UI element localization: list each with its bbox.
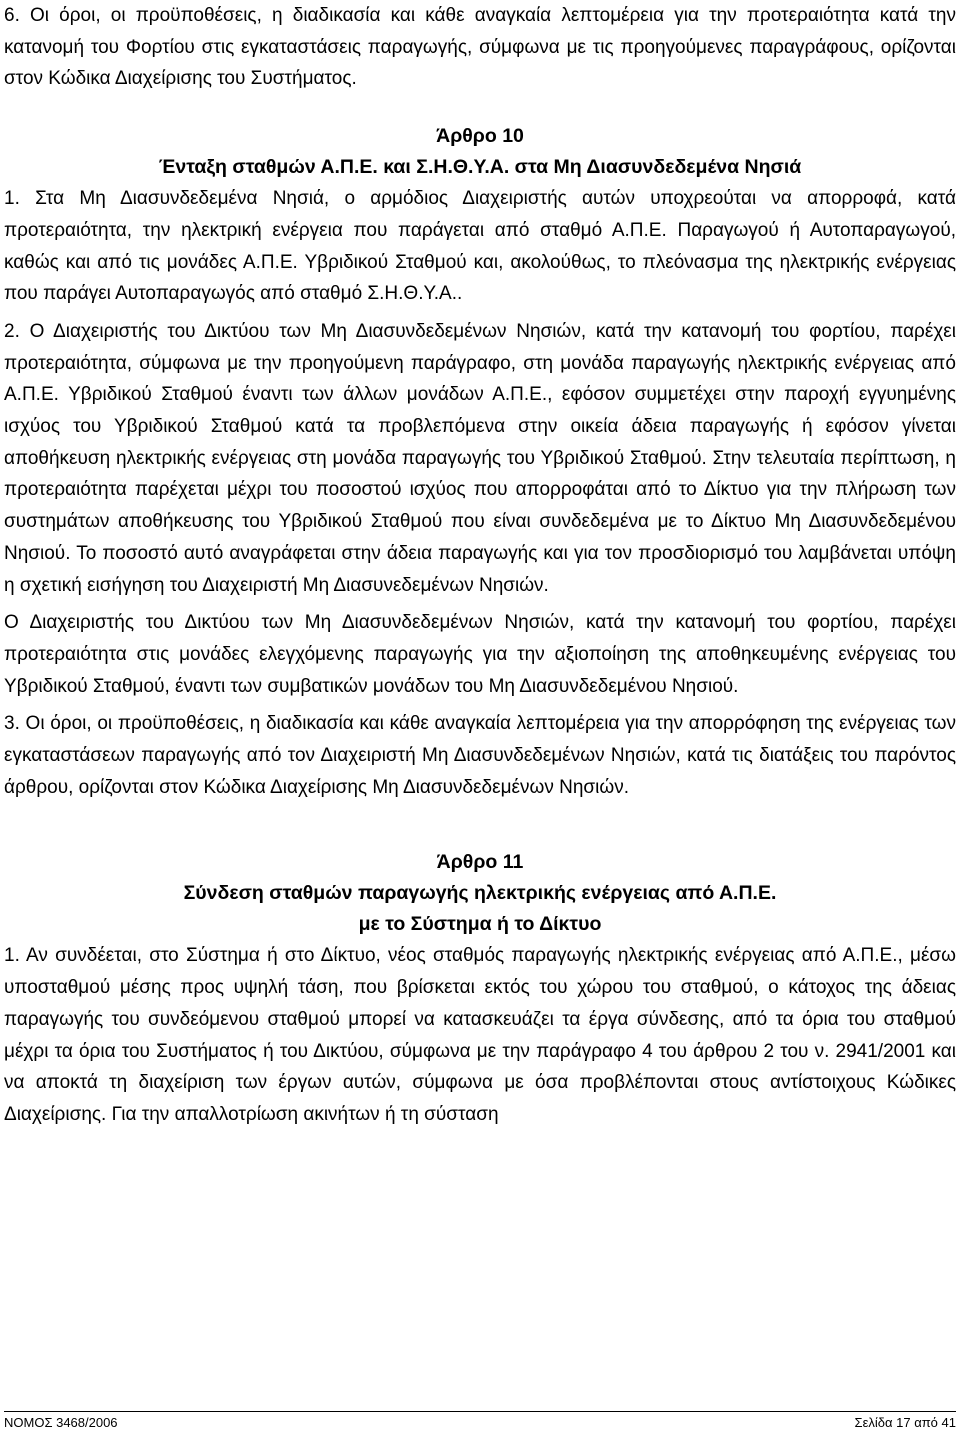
article-11-title-line-2: με το Σύστημα ή το Δίκτυο [358,913,602,936]
article-10-number: Άρθρο 10 [436,125,524,148]
article-10-paragraph-2: 2. Ο Διαχειριστής του Δικτύου των Μη Διασυνδεδεμένων Νησιών, κατά την κατανομή του φορτίου, παρέχει προτεραιότητα, σύμφωνα με την προηγούμενη παράγραφο, στη μονάδα παραγωγής ηλεκτρικής ενέργειας από Α.Π.Ε. Υβριδικού Σταθμού έναντι των άλλων μονάδων Α.Π.Ε., εφόσον συμμετέχει στην παροχή εγγυημένης ισχύος του Υβριδικού Σταθμού κατά τα προβλεπόμενα στην οικεία άδεια παραγωγής ή εφόσον γίνεται αποθήκευση ηλεκτρικής ενέργειας στη μονάδα παραγωγής του Υβριδικού Σταθμού. Στην τελευταία περίπτωση, η προτεραιότητα παρέχεται μέχρι του ποσοστού ισχύος που απορροφάται από το Δίκτυο για την πλήρωση των συστημάτων αποθήκευσης του Υβριδικού Σταθμού που είναι συνδεδεμένα με το Δίκτυο Μη Διασυνδεδεμένου Νησιού. Το ποσοστό αυτό αναγράφεται στην άδεια παραγωγής και για τον προσδιορισμό του λαμβάνεται υπόψη η σχετική εισήγηση του Διαχειριστή Μη Διασυνεδεμένων Νησιών. [4,320,956,596]
article-11 [4,847,956,1130]
article-11-title-line-1: Σύνδεση σταθμών παραγωγής ηλεκτρικής ενέργειας από Α.Π.Ε. [183,882,777,905]
article-10 [4,121,956,803]
article-10-paragraph-2b: Ο Διαχειριστής του Δικτύου των Μη Διασυνδεδεμένων Νησιών, κατά την κατανομή του φορτίου, παρέχει προτεραιότητα στις μονάδες ελεγχόμενης παραγωγής για την αξιοποίηση της αποθηκευμένης ενέργειας του Υβριδικού Σταθμού, έναντι των συμβατικών μονάδων του Μη Διασυνδεδεμένου Νησιού. [4,612,956,697]
document-page [4,0,956,1131]
page-footer [4,1411,956,1429]
article-10-paragraph-1: 1. Στα Μη Διασυνδεδεμένα Νησιά, ο αρμόδιος Διαχειριστής αυτών υποχρεούται να απορροφά, κατά προτεραιότητα, την ηλεκτρική ενέργεια που παράγεται από σταθμό Α.Π.Ε. Παραγωγού ή Αυτοπαραγωγού, καθώς και από τις μονάδες Α.Π.Ε. Υβριδικού Σταθμού και, ακολούθως, το πλεόνασμα της ηλεκτρικής ενέργειας που παράγει Αυτοπαραγωγός από σταθμό Σ.Η.Θ.Υ.Α.. [4,188,956,305]
article-11-paragraph-1: 1. Αν συνδέεται, στο Σύστημα ή στο Δίκτυο, νέος σταθμός παραγωγής ηλεκτρικής ενέργειας από Α.Π.Ε., μέσω υποσταθμού μέσης προς υψηλή τάση, που βρίσκεται εκτός του χώρου του σταθμού, ο κάτοχος της άδειας παραγωγής του συνδεόμενου σταθμού μπορεί να κατασκευάζει τα έργα σύνδεσης, από τα όρια του σταθμού μέχρι τα όρια του Συστήματος ή του Δικτύου, σύμφωνα με την παράγραφο 4 του άρθρου 2 του ν. 2941/2001 και να αποκτά τη διαχείριση των έργων αυτών, σύμφωνα με όσα προβλέπονται στους αντίστοιχους Κώδικες Διαχείρισης. Για την απαλλοτρίωση ακινήτων ή τη σύσταση [4,945,956,1125]
article-10-title: Ένταξη σταθμών Α.Π.Ε. και Σ.Η.Θ.Υ.Α. στα Μη Διασυνδεδεμένα Νησιά [158,156,802,179]
article-11-number: Άρθρο 11 [436,851,524,874]
footer-page-number: Σελίδα 17 από 41 [854,1415,956,1430]
intro-paragraph: 6. Οι όροι, οι προϋποθέσεις, η διαδικασία και κάθε αναγκαία λεπτομέρεια για την προτεραιότητα κατά την κατανομή του Φορτίου στις εγκαταστάσεις παραγωγής, σύμφωνα με τις προηγούμενες παραγράφους, ορίζονται στον Κώδικα Διαχείρισης του Συστήματος. [4,5,956,90]
article-10-paragraph-3: 3. Οι όροι, οι προϋποθέσεις, η διαδικασία και κάθε αναγκαία λεπτομέρεια για την απορρόφηση της ενέργειας των εγκαταστάσεων παραγωγής από τον Διαχειριστή Μη Διασυνδεδεμένων Νησιών, κατά τις διατάξεις του παρόντος άρθρου, ορίζονται στον Κώδικα Διαχείρισης Μη Διασυνδεδεμένων Νησιών. [4,713,956,798]
footer-law-number: ΝΟΜΟΣ 3468/2006 [4,1415,118,1430]
